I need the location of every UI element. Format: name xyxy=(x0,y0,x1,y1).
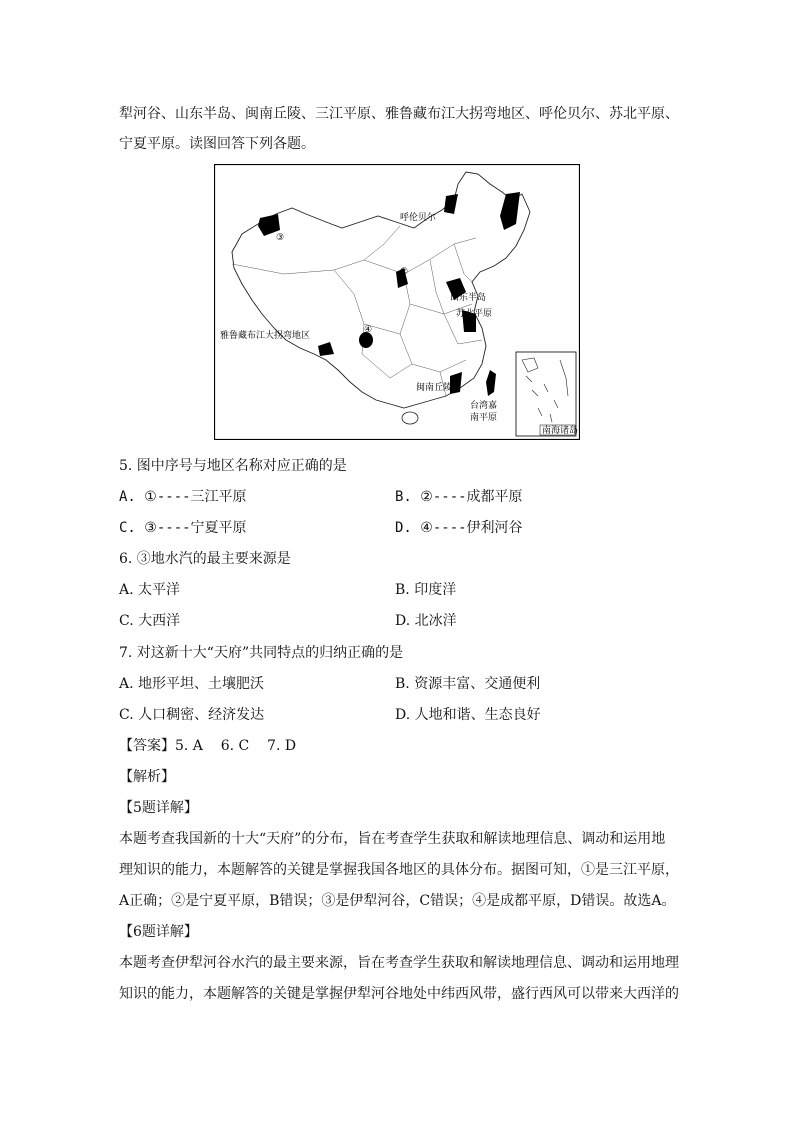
answer-line: 【答案】5. A 6. C 7. D xyxy=(119,738,297,754)
detail6-line-1: 本题考查伊犁河谷水汽的最主要来源，旨在考查学生获取和解读地理信息、调动和运用地理 xyxy=(119,955,679,971)
marker-2: ② xyxy=(400,267,409,277)
q6-option-a: A. 太平洋 xyxy=(119,582,181,598)
china-map-figure xyxy=(214,164,580,440)
detail5-title: 【5题详解】 xyxy=(119,800,198,816)
q7-stem: 7. 对这新十大“天府”共同特点的归纳正确的是 xyxy=(119,645,404,661)
label-minnan: 闽南丘陵 xyxy=(416,383,453,393)
label-yarlung: 雅鲁藏布江大拐弯地区 xyxy=(220,331,311,341)
q7-option-c: C. 人口稠密、经济发达 xyxy=(119,707,265,723)
detail6-title: 【6题详解】 xyxy=(119,924,198,940)
q6-option-b: B. 印度洋 xyxy=(395,582,457,598)
q5-option-c: C. ③----宁夏平原 xyxy=(119,520,247,536)
label-subei: 苏北平原 xyxy=(456,309,493,319)
intro-line-2: 宁夏平原。读图回答下列各题。 xyxy=(119,136,315,152)
south-china-sea-inset xyxy=(516,352,578,436)
q5-option-a: A. ①----三江平原 xyxy=(119,489,247,505)
analysis-title: 【解析】 xyxy=(119,769,175,785)
q6-option-c: C. 大西洋 xyxy=(119,613,181,629)
q7-option-d: D. 人地和谐、生态良好 xyxy=(395,707,541,723)
label-taiwan-2: 南平原 xyxy=(470,413,498,423)
q7-option-b: B. 资源丰富、交通便利 xyxy=(395,676,541,692)
q6-stem: 6. ③地水汽的最主要来源是 xyxy=(119,551,291,567)
q7-option-a: A. 地形平坦、土壤肥沃 xyxy=(119,676,265,692)
marker-4: ④ xyxy=(364,325,373,335)
q5-stem: 5. 图中序号与地区名称对应正确的是 xyxy=(119,458,347,474)
intro-line-1: 犁河谷、山东半岛、闽南丘陵、三江平原、雅鲁藏布江大拐弯地区、呼伦贝尔、苏北平原、 xyxy=(119,106,679,122)
detail5-line-2: 理知识的能力，本题解答的关键是掌握我国各地区的具体分布。据图可知，①是三江平原， xyxy=(119,862,679,878)
q5-option-b: B. ②----成都平原 xyxy=(395,489,523,505)
q6-option-d: D. 北冰洋 xyxy=(395,613,457,629)
marker-1: ① xyxy=(502,207,511,217)
label-taiwan-1: 台湾嘉 xyxy=(470,401,498,411)
q5-option-d: D. ④----伊利河谷 xyxy=(395,520,523,536)
marker-3: ③ xyxy=(276,233,285,243)
detail6-line-2: 知识的能力，本题解答的关键是掌握伊犁河谷地处中纬西风带，盛行西风可以带来大西洋的 xyxy=(119,986,679,1002)
detail5-line-1: 本题考查我国新的十大“天府”的分布，旨在考查学生获取和解读地理信息、调动和运用地 xyxy=(119,831,666,847)
label-shandong: 山东半岛 xyxy=(450,293,487,303)
detail5-line-3: A正确；②是宁夏平原，B错误；③是伊犁河谷，C错误；④是成都平原，D错误。故选A。 xyxy=(119,893,676,909)
label-hulunbeier: 呼伦贝尔 xyxy=(400,213,437,223)
inset-label: 南海诸岛 xyxy=(542,426,579,436)
